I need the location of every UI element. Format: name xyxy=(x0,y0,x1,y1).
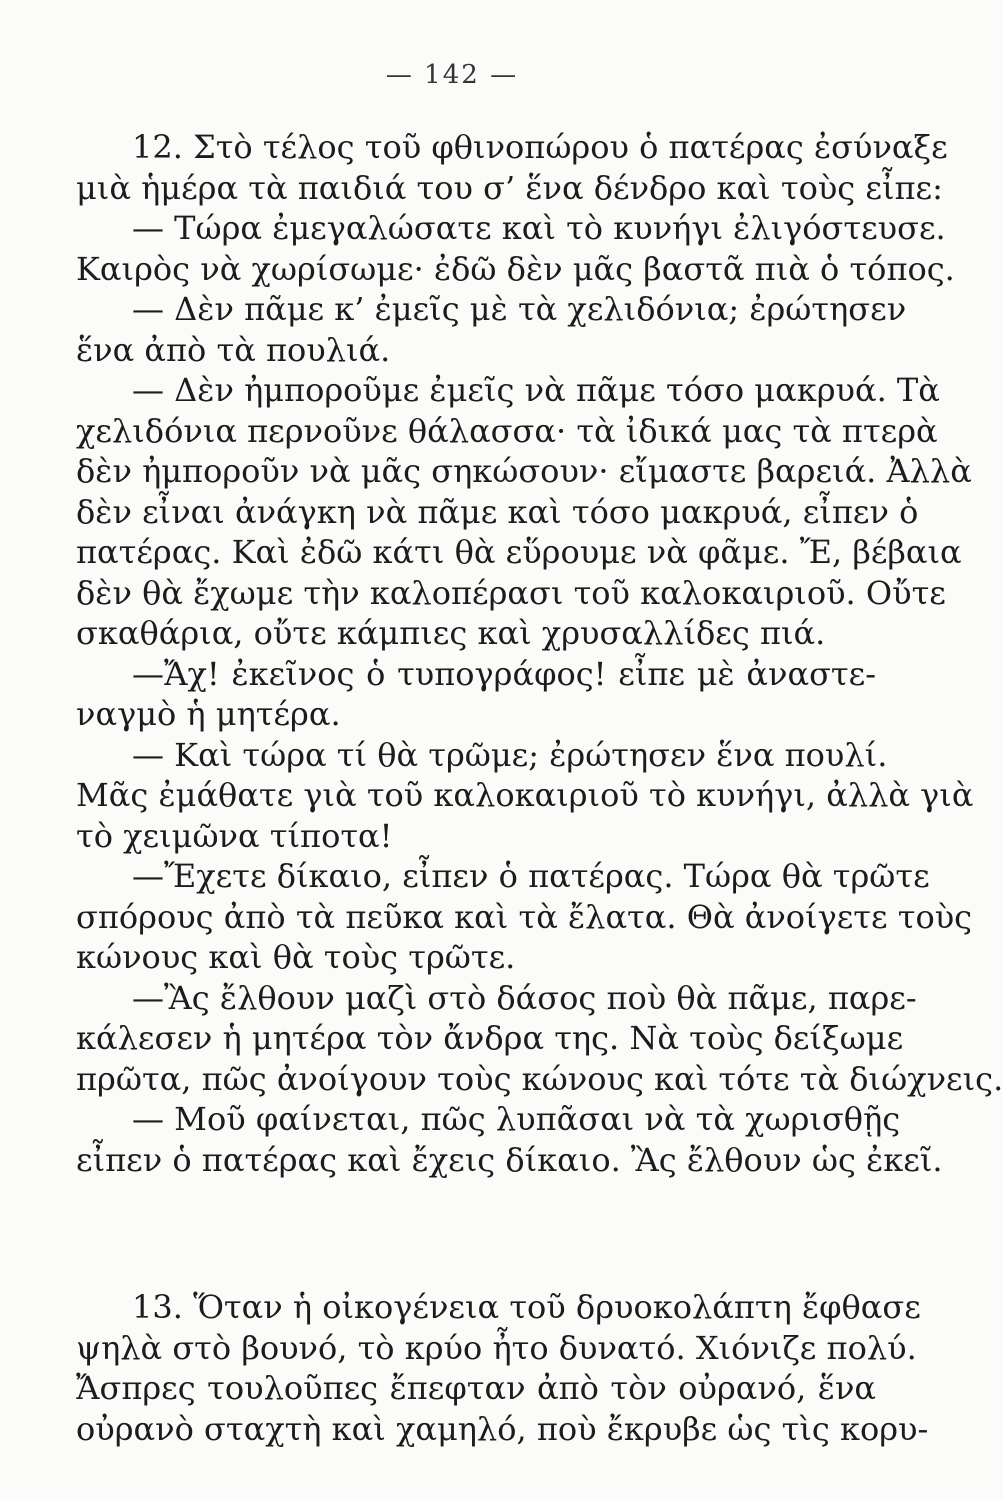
text-line: οὐρανὸ σταχτὴ καὶ χαμηλό, ποὺ ἔκρυβε ὡς τὶς κορυ- xyxy=(76,1409,929,1448)
text-line: μιὰ ἡμέρα τὰ παιδιά του σ’ ἕνα δένδρο καὶ τοὺς εἶπε: xyxy=(76,168,943,207)
text-line: — Μοῦ φαίνεται, πῶς λυπᾶσαι νὰ τὰ χωρισθῇς xyxy=(132,1100,901,1138)
text-line: ἕνα ἀπὸ τὰ πουλιά. xyxy=(76,330,391,369)
text-line: δὲν ἠμποροῦν νὰ μᾶς σηκώσουν· εἴμαστε βαρειά. Ἀλλὰ xyxy=(76,452,972,490)
text-line: πρῶτα, πῶς ἀνοίγουν τοὺς κώνους καὶ τότε τὰ διώχνεις. xyxy=(76,1059,1003,1098)
text-line: 12. Στὸ τέλος τοῦ φθινοπώρου ὁ πατέρας ἐσύναξε xyxy=(132,128,948,166)
text-line: δὲν εἶναι ἀνάγκη νὰ πᾶμε καὶ τόσο μακρυά, εἶπεν ὁ xyxy=(76,492,919,531)
section-13-text xyxy=(76,1287,929,1449)
text-line: πατέρας. Καὶ ἐδῶ κάτι θὰ εὕρουμε νὰ φᾶμε. Ἔ, βέβαια xyxy=(76,533,962,571)
text-line: ψηλὰ στὸ βουνό, τὸ κρύο ἦτο δυνατό. Χιόνιζε πολύ. xyxy=(76,1328,917,1367)
text-line: — Δὲν ἠμποροῦμε ἐμεῖς νὰ πᾶμε τόσο μακρυά. Τὰ xyxy=(132,371,940,409)
text-line: — Καὶ τώρα τί θὰ τρῶμε; ἐρώτησεν ἕνα πουλί. xyxy=(132,735,888,774)
text-line: Μᾶς ἐμάθατε γιὰ τοῦ καλοκαιριοῦ τὸ κυνήγι, ἀλλὰ γιὰ xyxy=(76,776,974,814)
text-line: χελιδόνια περνοῦνε θάλασσα· τὰ ἰδικά μας τὰ πτερὰ xyxy=(76,411,938,450)
text-line: —Ἄχ! ἐκεῖνος ὁ τυπογράφος! εἶπε μὲ ἀναστε- xyxy=(132,654,876,693)
page-number: — 142 — xyxy=(385,60,519,90)
text-line: σκαθάρια, οὔτε κάμπιες καὶ χρυσαλλίδες πιά. xyxy=(76,614,826,652)
text-line: Ἄσπρες τουλοῦπες ἔπεφταν ἀπὸ τὸν οὐρανό, ἕνα xyxy=(76,1369,876,1407)
text-line: σπόρους ἀπὸ τὰ πεῦκα καὶ τὰ ἔλατα. Θὰ ἀνοίγετε τοὺς xyxy=(76,897,973,936)
text-line: κώνους καὶ θὰ τοὺς τρῶτε. xyxy=(76,938,516,976)
text-line: τὸ χειμῶνα τίποτα! xyxy=(76,816,393,855)
text-line: εἶπεν ὁ πατέρας καὶ ἔχεις δίκαιο. Ἂς ἔλθουν ὡς ἐκεῖ. xyxy=(76,1140,943,1179)
section-12-text xyxy=(76,127,1003,1180)
text-line: ναγμὸ ἡ μητέρα. xyxy=(76,695,341,733)
text-line: 13. Ὅταν ἡ οἰκογένεια τοῦ δρυοκολάπτη ἔφθασε xyxy=(132,1288,921,1326)
text-line: —Ἔχετε δίκαιο, εἶπεν ὁ πατέρας. Τώρα θὰ τρῶτε xyxy=(132,857,930,895)
text-line: — Δὲν πᾶμε κ’ ἐμεῖς μὲ τὰ χελιδόνια; ἐρώτησεν xyxy=(132,290,907,328)
text-line: — Τώρα ἐμεγαλώσατε καὶ τὸ κυνήγι ἐλιγόστευσε. xyxy=(132,209,946,247)
text-line: —Ἂς ἔλθουν μαζὶ στὸ δάσος ποὺ θὰ πᾶμε, παρε- xyxy=(132,978,917,1017)
text-line: Καιρὸς νὰ χωρίσωμε· ἐδῶ δὲν μᾶς βαστᾶ πιὰ ὁ τόπος. xyxy=(76,249,955,288)
text-line: δὲν θὰ ἔχωμε τὴν καλοπέρασι τοῦ καλοκαιριοῦ. Οὔτε xyxy=(76,573,946,612)
text-line: κάλεσεν ἡ μητέρα τὸν ἄνδρα της. Νὰ τοὺς δείξωμε xyxy=(76,1019,904,1057)
